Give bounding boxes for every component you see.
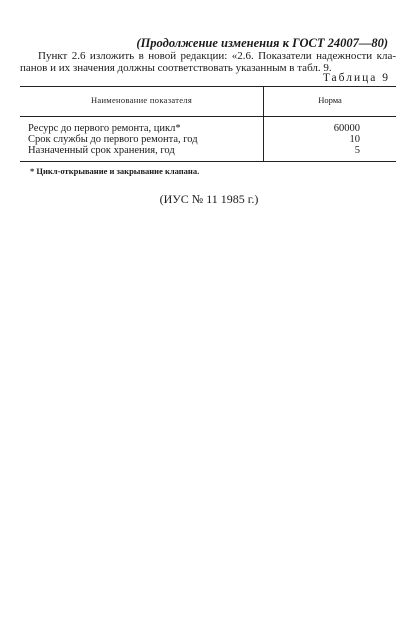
source-reference: (ИУС № 11 1985 г.) (159, 192, 259, 206)
table-header-norm: Норма (318, 95, 342, 105)
row-indicator-name: Ресурс до первого ремонта, цикл* (28, 123, 181, 134)
table-row (28, 145, 396, 156)
paragraph-line-2: панов и их значения должны соответствовать указанным в табл. 9. (20, 62, 332, 74)
table-row (28, 123, 396, 134)
table-label: Таблица 9 (322, 72, 390, 84)
table-body (28, 123, 396, 156)
amendment-paragraph (20, 50, 396, 74)
row-indicator-value: 10 (349, 134, 360, 145)
row-indicator-value: 5 (354, 145, 360, 156)
paragraph-line-1: Пункт 2.6 изложить в новой редакции: «2.6. Показатели надежности кла- (38, 50, 396, 62)
table-row (28, 134, 396, 145)
row-indicator-value: 60000 (333, 123, 360, 134)
table-footnote: * Цикл-открывание и закрывание клапана. (30, 166, 200, 176)
table-header-name: Наименование показателя (90, 95, 193, 105)
table-header-rule (20, 116, 396, 117)
table-top-rule (20, 86, 396, 87)
continuation-header: (Продолжение изменения к ГОСТ 24007—80) (136, 36, 388, 50)
table-bottom-rule (20, 161, 396, 162)
row-indicator-name: Срок службы до первого ремонта, год (28, 134, 198, 145)
row-indicator-name: Назначенный срок хранения, год (28, 145, 175, 156)
